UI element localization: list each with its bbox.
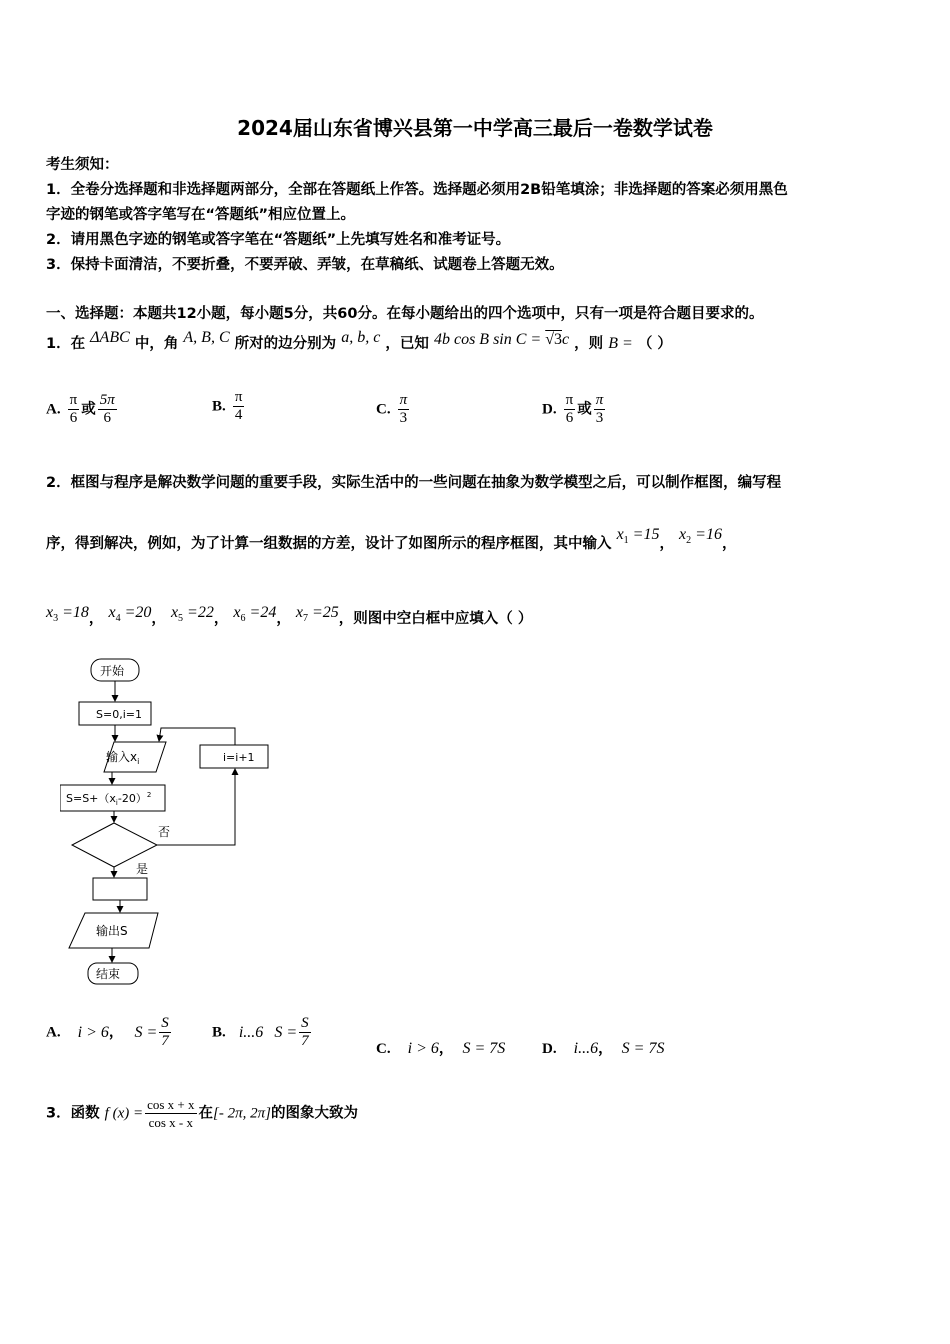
q2-comma: ， xyxy=(151,611,166,627)
q3-text-1: 3．函数 xyxy=(46,1105,100,1122)
q1-a-or: 或 xyxy=(81,401,96,418)
q1-text-1: 1．在 xyxy=(46,336,86,352)
q1-option-c[interactable] xyxy=(376,392,411,427)
q1-d-frac-2: $\frac{\pi}{3}$ xyxy=(595,392,604,426)
flow-decision xyxy=(72,823,157,867)
flow-output-label: 输出S xyxy=(96,924,128,938)
q1-text-5: ，则 xyxy=(574,336,604,352)
q3-interval: [- 2π, 2π] xyxy=(213,1105,271,1122)
q1-option-b-label: B. xyxy=(212,398,226,415)
q1-option-d[interactable] xyxy=(542,392,607,427)
notice-item-1b: 字迹的钢笔或答字笔写在“答题纸”相应位置上。 xyxy=(46,207,356,223)
q2-line-2-text: 序，得到解决，例如，为了计算一组数据的方差，设计了如图所示的程序框图，其中输入 xyxy=(46,536,612,552)
q1-option-a-label: A. xyxy=(46,401,61,418)
q2-x7: $x_7 =25$ xyxy=(295,604,339,624)
flow-start-label: 开始 xyxy=(100,664,125,678)
q2-comma: ， xyxy=(721,536,737,552)
q2-line-3-tail: ，则图中空白框中应填入（ ） xyxy=(338,611,533,627)
flow-yes-label: 是 xyxy=(136,862,149,876)
q2-comma: ， xyxy=(659,536,674,552)
q1-c-frac: $\frac{\pi}{3}$ xyxy=(399,392,408,426)
q3-fraction: $\frac{\text{cos x + x}}{\text{cos x - x}}$ xyxy=(147,1097,195,1130)
q2-d-s: S = 7S xyxy=(621,1040,665,1057)
flow-no-label: 否 xyxy=(158,825,171,839)
page-title: 2024届山东省博兴县第一中学高三最后一卷数学试卷 xyxy=(237,116,713,140)
q1-d-frac-1: $\frac{\pi}{6}$ xyxy=(565,392,574,426)
q2-d-condition: i...6 xyxy=(573,1040,599,1057)
q2-comma: ， xyxy=(276,611,291,627)
q1-sides: a, b, c xyxy=(341,329,381,346)
q2-x1: $x_1 =15$ xyxy=(616,526,660,546)
q1-a-frac-1: $\frac{\pi}{6}$ xyxy=(69,392,78,426)
section-heading: 一、选择题：本题共12小题，每小题5分，共60分。在每小题给出的四个选项中，只有一项是符合题目要求的。 xyxy=(46,306,764,322)
q1-text-2: 中，角 xyxy=(134,336,179,352)
question-3-stem xyxy=(46,1096,358,1131)
q2-option-c-label: C. xyxy=(376,1041,391,1057)
q1-equation-sqrt: √3 xyxy=(545,331,562,348)
q2-line-1: 2．框图与程序是解决数学问题的重要手段，实际生活中的一些问题在抽象为数学模型之后，可以制作框图，编写程 xyxy=(46,475,782,491)
notice-item-3: 3．保持卡面清洁，不要折叠，不要弄破、弄皱，在草稿纸、试题卷上答题无效。 xyxy=(46,257,564,273)
notice-heading: 考生须知： xyxy=(46,157,119,173)
q2-x6: $x_6 =24$ xyxy=(233,604,277,624)
flow-init-label: S=0,i=1 xyxy=(96,708,142,721)
q2-x5: $x_5 =22$ xyxy=(170,604,214,624)
question-1-stem xyxy=(46,329,672,353)
q1-option-b[interactable] xyxy=(212,389,246,424)
q1-option-d-label: D. xyxy=(542,401,557,418)
q1-a-frac-2: $\frac{5\pi}{6}$ xyxy=(99,392,115,426)
q1-text-4: ，已知 xyxy=(385,336,429,352)
q1-equation-left: 4b cos B sin C = xyxy=(433,331,546,348)
q3-text-2: 在 xyxy=(198,1105,214,1122)
notice-item-2: 2．请用黑色字迹的钢笔或答字笔在“答题纸”上先填写姓名和准考证号。 xyxy=(46,232,511,248)
q3-fx: f (x) = xyxy=(104,1105,144,1122)
q2-a-s: S = xyxy=(134,1023,158,1041)
q1-option-c-label: C. xyxy=(376,401,391,418)
q1-option-a[interactable] xyxy=(46,392,119,427)
q1-b-frac: $\frac{\pi}{4}$ xyxy=(234,389,243,423)
q1-paren: （ ） xyxy=(637,336,672,352)
q2-x3: $x_3 =18$ xyxy=(46,604,89,624)
q2-option-d[interactable] xyxy=(542,1037,664,1058)
q2-option-d-label: D. xyxy=(542,1041,557,1057)
flow-blank-box xyxy=(93,878,147,900)
flow-update-label: $S=S+(x_i-20)^2$ xyxy=(66,791,152,807)
flowchart xyxy=(60,650,290,995)
q2-a-condition: i > 6 xyxy=(77,1023,109,1041)
q2-line-2 xyxy=(46,526,737,555)
notice-item-1a: 1．全卷分选择题和非选择题两部分，全部在答题纸上作答。选择题必须用2B铅笔填涂；非选择题的答案必须用黑色 xyxy=(46,182,788,198)
q2-c-s: S = 7S xyxy=(462,1040,506,1057)
q2-option-a[interactable] xyxy=(46,1015,173,1050)
q2-d-sep: ， xyxy=(598,1041,613,1057)
q2-comma: ， xyxy=(88,611,104,627)
q2-x4: $x_4 =20$ xyxy=(108,604,152,624)
q2-option-b-label: B. xyxy=(212,1024,226,1041)
q1-d-or: 或 xyxy=(577,401,592,418)
q1-triangle: ΔABC xyxy=(90,329,130,346)
q2-b-condition: i...6 xyxy=(238,1023,264,1041)
q2-c-sep: ， xyxy=(438,1041,454,1057)
q1-angles: A, B, C xyxy=(183,329,230,346)
q2-c-condition: i > 6 xyxy=(407,1040,439,1057)
q2-a-sep: ， xyxy=(108,1024,124,1041)
q2-option-a-label: A. xyxy=(46,1024,61,1041)
q2-x2: $x_2 =16$ xyxy=(679,526,722,546)
q2-comma: ， xyxy=(213,611,229,627)
q1-equation-c: c xyxy=(562,331,570,348)
q2-b-frac: $\frac{S}{7}$ xyxy=(301,1015,309,1049)
q2-option-c[interactable] xyxy=(376,1037,505,1058)
q2-option-b[interactable] xyxy=(212,1015,313,1050)
q3-text-3: 的图象大致为 xyxy=(270,1105,358,1122)
flow-input-label: 输入$x_i$ xyxy=(106,750,140,766)
q2-a-frac: $\frac{S}{7}$ xyxy=(161,1015,169,1049)
q2-line-3 xyxy=(46,604,533,630)
q1-text-3: 所对的边分别为 xyxy=(234,336,337,352)
flow-end-label: 结束 xyxy=(96,967,121,981)
flow-incr-label: i=i+1 xyxy=(223,751,255,764)
q1-ask: B = xyxy=(608,335,633,352)
q2-b-s: S = xyxy=(274,1023,298,1041)
